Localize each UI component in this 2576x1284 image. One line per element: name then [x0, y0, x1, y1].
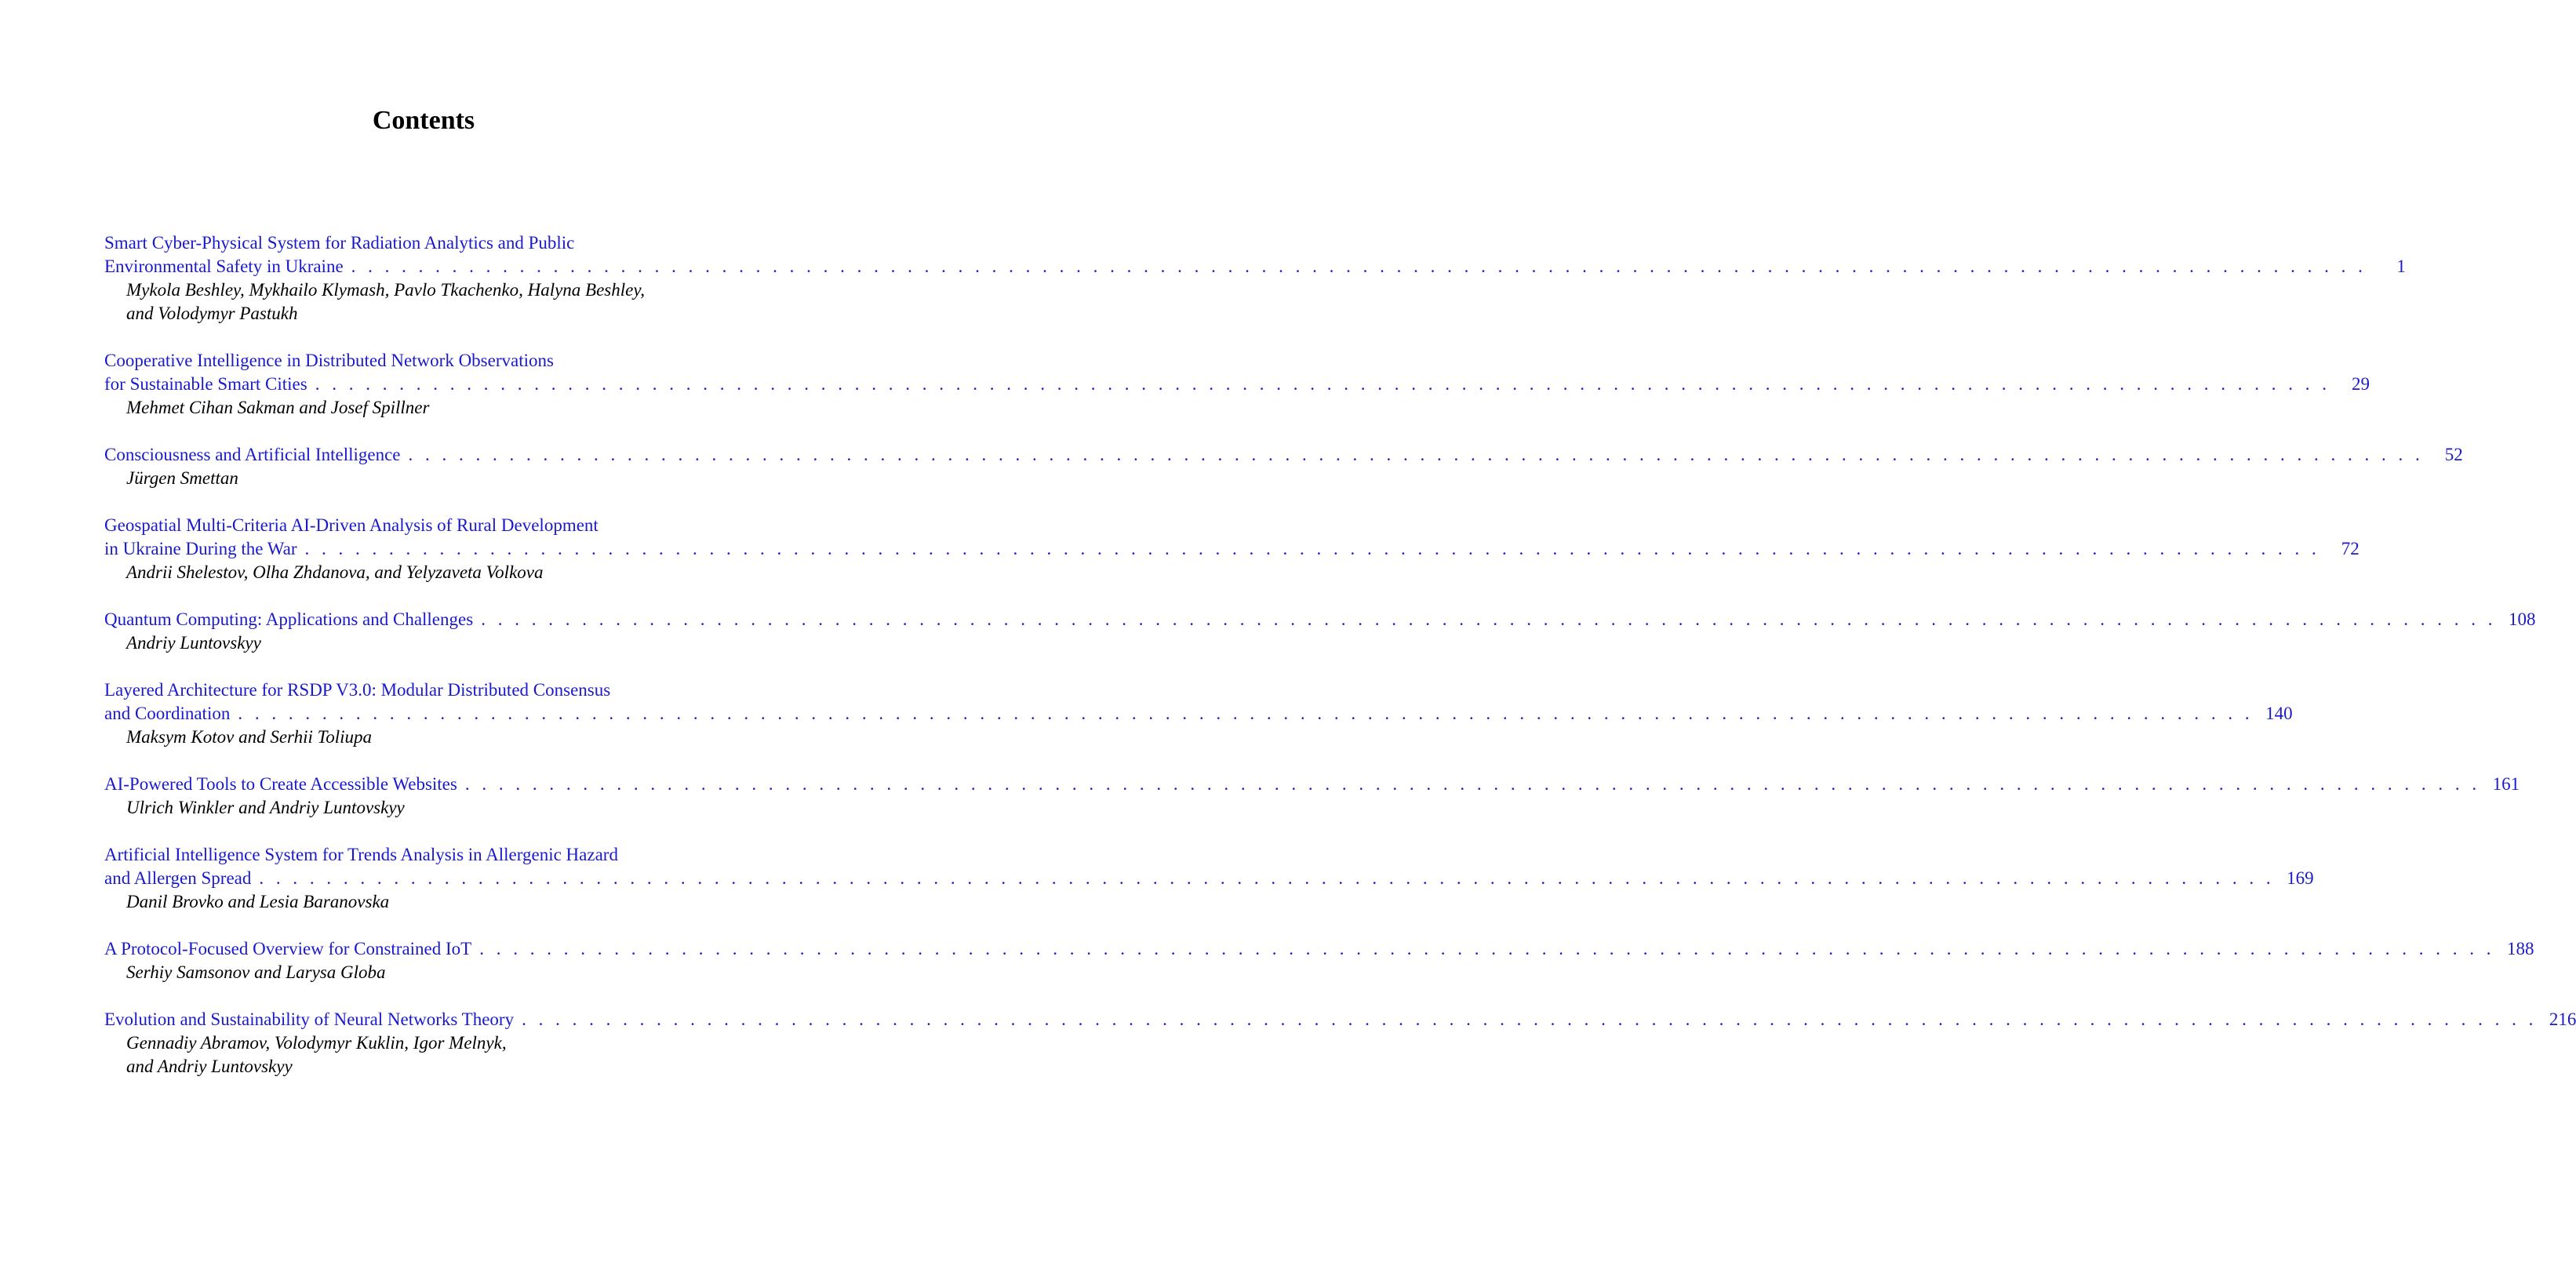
toc-entry-authors: and Volodymyr Pastukh [126, 304, 298, 323]
dot-leader: . . . . . . . . . . . . . . . . . . . . . . . . . . . . . . . . . . . . . . . . . . . . . . . . . . . . . . . . . . . . . . . . . . . . . . . . . . . . . . . . . . . . . . . . . . . . . . . . . . . . . . . . . . . . . . . . . . . . . . . . [479, 939, 2495, 958]
toc-entry-page-number[interactable]: 169 [2287, 868, 2314, 888]
toc-entry-title[interactable]: and Coordination [104, 704, 231, 723]
toc-entry [104, 608, 2536, 655]
toc-entry-title-line [104, 867, 2314, 890]
toc-entry-authors: Mehmet Cihan Sakman and Josef Spillner [126, 398, 430, 417]
toc-entry [104, 443, 2463, 490]
dot-leader: . . . . . . . . . . . . . . . . . . . . . . . . . . . . . . . . . . . . . . . . . . . . . . . . . . . . . . . . . . . . . . . . . . . . . . . . . . . . . . . . . . . . . . . . . . . . . . . . . . . . . . . . . . . . . . . . . . . . . . . . [522, 1009, 2538, 1029]
dot-leader: . . . . . . . . . . . . . . . . . . . . . . . . . . . . . . . . . . . . . . . . . . . . . . . . . . . . . . . . . . . . . . . . . . . . . . . . . . . . . . . . . . . . . . . . . . . . . . . . . . . . . . . . . . . . . . . . . . . . . . . . [481, 609, 2497, 629]
toc-entry-title[interactable]: A Protocol-Focused Overview for Constrained IoT [104, 939, 472, 958]
toc-entry-authors: and Andriy Luntovskyy [126, 1057, 293, 1076]
toc-entry-authors: Maksym Kotov and Serhii Toliupa [126, 727, 373, 747]
toc-entry-title-line [104, 773, 2520, 796]
toc-entry-title-line [104, 255, 2406, 278]
toc-entry-title[interactable]: for Sustainable Smart Cities [104, 374, 307, 394]
toc-entry-title[interactable]: in Ukraine During the War [104, 539, 297, 558]
toc-entry-title[interactable]: Environmental Safety in Ukraine [104, 256, 344, 276]
toc-entry-authors: Gennadiy Abramov, Volodymyr Kuklin, Igor Melnyk, [126, 1033, 507, 1053]
toc-entry-title[interactable]: Geospatial Multi-Criteria AI-Driven Analysis of Rural Development [104, 515, 599, 535]
toc-entry-title[interactable]: AI-Powered Tools to Create Accessible Websites [104, 774, 457, 794]
toc-entry [104, 773, 2520, 820]
toc-entry-page-number[interactable]: 188 [2506, 939, 2534, 958]
toc-entry-authors: Andrii Shelestov, Olha Zhdanova, and Yelyzaveta Volkova [126, 562, 544, 582]
toc-entry-title[interactable]: and Allergen Spread [104, 868, 252, 888]
toc-entry-title[interactable]: Layered Architecture for RSDP V3.0: Modular Distributed Consensus [104, 680, 611, 700]
toc-entry-page-number[interactable]: 72 [2341, 539, 2360, 558]
toc-entry [104, 514, 2360, 584]
toc-entry-title-line [104, 702, 2293, 726]
toc-entry-title[interactable]: Smart Cyber-Physical System for Radiation Analytics and Public [104, 233, 575, 253]
toc-entry-authors: Ulrich Winkler and Andriy Luntovskyy [126, 798, 405, 817]
table-of-contents [104, 231, 2576, 1102]
toc-entry-title-line [104, 1008, 2576, 1031]
toc-entry [104, 843, 2314, 914]
toc-entry-title[interactable]: Quantum Computing: Applications and Challenges [104, 609, 474, 629]
toc-entry-page-number[interactable]: 161 [2492, 774, 2520, 794]
dot-leader: . . . . . . . . . . . . . . . . . . . . . . . . . . . . . . . . . . . . . . . . . . . . . . . . . . . . . . . . . . . . . . . . . . . . . . . . . . . . . . . . . . . . . . . . . . . . . . . . . . . . . . . . . . . . . . . . . . . . . . . . [464, 774, 2481, 794]
toc-entry [104, 231, 2406, 326]
toc-entry-authors: Danil Brovko and Lesia Baranovska [126, 892, 390, 911]
toc-entry-title[interactable]: Artificial Intelligence System for Trends Analysis in Allergenic Hazard [104, 845, 618, 864]
toc-entry-title-line [104, 349, 780, 373]
toc-entry-authors: Jürgen Smettan [126, 468, 238, 488]
toc-entry-title-line [104, 443, 2463, 467]
toc-entry [104, 349, 2370, 420]
page-title: Contents [372, 106, 475, 135]
toc-entry-page-number[interactable]: 52 [2444, 445, 2463, 464]
toc-entry-page-number[interactable]: 108 [2508, 609, 2536, 629]
toc-entry-title-line [104, 937, 2534, 961]
toc-entry-title-line [104, 514, 780, 537]
toc-entry [104, 937, 2534, 984]
toc-entry-authors: Andriy Luntovskyy [126, 633, 261, 653]
toc-entry-title-line [104, 373, 2370, 396]
dot-leader: . . . . . . . . . . . . . . . . . . . . . . . . . . . . . . . . . . . . . . . . . . . . . . . . . . . . . . . . . . . . . . . . . . . . . . . . . . . . . . . . . . . . . . . . . . . . . . . . . . . . . . . . . . . . . . . . . . . . . . . . [238, 704, 2254, 723]
toc-entry-page-number[interactable]: 29 [2351, 374, 2370, 394]
toc-entry-title-line [104, 678, 780, 702]
toc-entry-authors: Mykola Beshley, Mykhailo Klymash, Pavlo Tkachenko, Halyna Beshley, [126, 280, 646, 300]
dot-leader: . . . . . . . . . . . . . . . . . . . . . . . . . . . . . . . . . . . . . . . . . . . . . . . . . . . . . . . . . . . . . . . . . . . . . . . . . . . . . . . . . . . . . . . . . . . . . . . . . . . . . . . . . . . . . . . . . . . . . . . . [351, 256, 2367, 276]
toc-entry-title-line [104, 843, 780, 867]
toc-entry [104, 1008, 2576, 1078]
toc-entry-title[interactable]: Consciousness and Artificial Intelligence [104, 445, 401, 464]
toc-entry-title-line [104, 231, 780, 255]
toc-entry-page-number[interactable]: 216 [2549, 1009, 2576, 1029]
dot-leader: . . . . . . . . . . . . . . . . . . . . . . . . . . . . . . . . . . . . . . . . . . . . . . . . . . . . . . . . . . . . . . . . . . . . . . . . . . . . . . . . . . . . . . . . . . . . . . . . . . . . . . . . . . . . . . . . . . . . . . . . [408, 445, 2424, 464]
dot-leader: . . . . . . . . . . . . . . . . . . . . . . . . . . . . . . . . . . . . . . . . . . . . . . . . . . . . . . . . . . . . . . . . . . . . . . . . . . . . . . . . . . . . . . . . . . . . . . . . . . . . . . . . . . . . . . . . . . . . . . . . [304, 539, 2320, 558]
toc-entry-title[interactable]: Evolution and Sustainability of Neural Networks Theory [104, 1009, 515, 1029]
toc-entry-title-line [104, 608, 2536, 631]
toc-entry-title[interactable]: Cooperative Intelligence in Distributed Network Observations [104, 351, 554, 370]
dot-leader: . . . . . . . . . . . . . . . . . . . . . . . . . . . . . . . . . . . . . . . . . . . . . . . . . . . . . . . . . . . . . . . . . . . . . . . . . . . . . . . . . . . . . . . . . . . . . . . . . . . . . . . . . . . . . . . . . . . . . . . . [315, 374, 2330, 394]
toc-entry-title-line [104, 537, 2360, 561]
toc-entry [104, 678, 2293, 749]
toc-entry-page-number[interactable]: 1 [2396, 256, 2406, 276]
toc-entry-page-number[interactable]: 140 [2265, 704, 2293, 723]
dot-leader: . . . . . . . . . . . . . . . . . . . . . . . . . . . . . . . . . . . . . . . . . . . . . . . . . . . . . . . . . . . . . . . . . . . . . . . . . . . . . . . . . . . . . . . . . . . . . . . . . . . . . . . . . . . . . . . . . . . . . . . . [259, 868, 2275, 888]
toc-entry-authors: Serhiy Samsonov and Larysa Globa [126, 962, 386, 982]
